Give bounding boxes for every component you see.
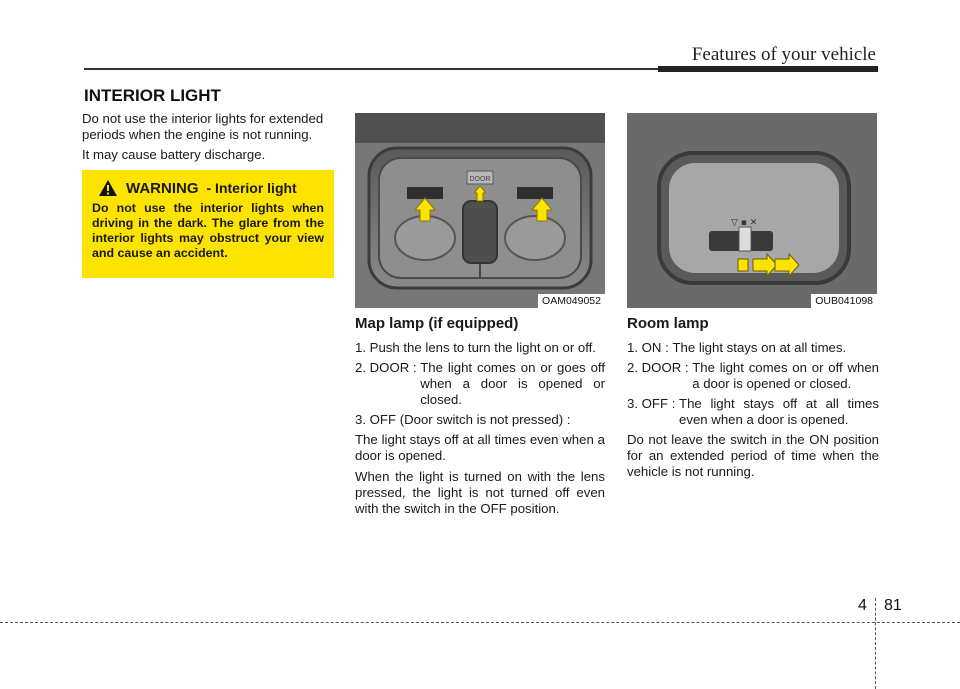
room-lamp-title: Room lamp: [627, 315, 709, 332]
item-text: The light comes on or goes off when a door is opened or closed.: [420, 360, 605, 407]
intro-text: [82, 111, 334, 167]
warning-subject: - Interior light: [206, 180, 297, 196]
item-text: The light stays on at all times.: [672, 340, 847, 355]
item-label: 3. OFF :: [627, 396, 680, 411]
warning-body: Do not use the interior lights when driving in the dark. The glare from the interior lights may obstruct your view and cause an accident.: [92, 201, 324, 260]
warning-label: WARNING: [126, 179, 199, 197]
item-label: 1.: [355, 340, 370, 355]
warning-box: [82, 170, 334, 278]
paragraph: When the light is turned on with the lens pressed, the light is not turned off even with the switch in the OFF position.: [355, 469, 605, 516]
list-item: [355, 412, 605, 428]
header-rule-accent: [658, 66, 878, 72]
chapter-number: 4: [858, 597, 867, 614]
item-label: 2. DOOR :: [627, 360, 693, 375]
door-switch-label: DOOR: [469, 176, 491, 183]
header-title: Features of your vehicle: [691, 44, 876, 65]
section-title: INTERIOR LIGHT: [84, 86, 221, 105]
list-item: [627, 360, 879, 392]
room-lamp-illustration: [627, 113, 877, 308]
footer-divider: [875, 598, 876, 689]
item-label: 2. DOOR :: [355, 360, 421, 375]
paragraph: Do not leave the switch in the ON position for an extended period of time when the vehicle is not running.: [627, 432, 879, 479]
map-lamp-illustration: [355, 113, 605, 308]
room-lamp-photo: [627, 113, 877, 308]
map-photo-code: OAM049052: [538, 294, 605, 308]
map-lamp-section: [355, 316, 605, 522]
map-lamp-photo: [355, 113, 605, 308]
list-item: [355, 340, 605, 356]
page-number: 81: [884, 597, 902, 614]
footer-rule: [0, 622, 960, 623]
item-label: 3.: [355, 412, 370, 427]
room-photo-code: OUB041098: [811, 294, 877, 308]
item-text: Push the lens to turn the light on or off.: [369, 340, 596, 355]
item-label: 1. ON :: [627, 340, 673, 355]
list-item: [355, 360, 605, 408]
item-text: OFF (Door switch is not pressed) :: [369, 412, 571, 427]
paragraph: The light stays off at all times even when a door is opened.: [355, 432, 605, 463]
item-text: The light stays off at all times even when a door is opened.: [679, 396, 879, 427]
warning-triangle-icon: [98, 179, 118, 197]
room-lamp-section: [627, 316, 879, 485]
map-lamp-title: Map lamp (if equipped): [355, 315, 519, 332]
intro-paragraph: It may cause battery discharge.: [82, 147, 266, 162]
svg-text:▽ ▪ ✕: ▽ ▪ ✕: [731, 218, 758, 228]
intro-paragraph: Do not use the interior lights for extended periods when the engine is not running.: [82, 111, 324, 142]
item-text: The light comes on or off when a door is opened or closed.: [692, 360, 879, 391]
list-item: [627, 340, 879, 356]
list-item: [627, 396, 879, 428]
